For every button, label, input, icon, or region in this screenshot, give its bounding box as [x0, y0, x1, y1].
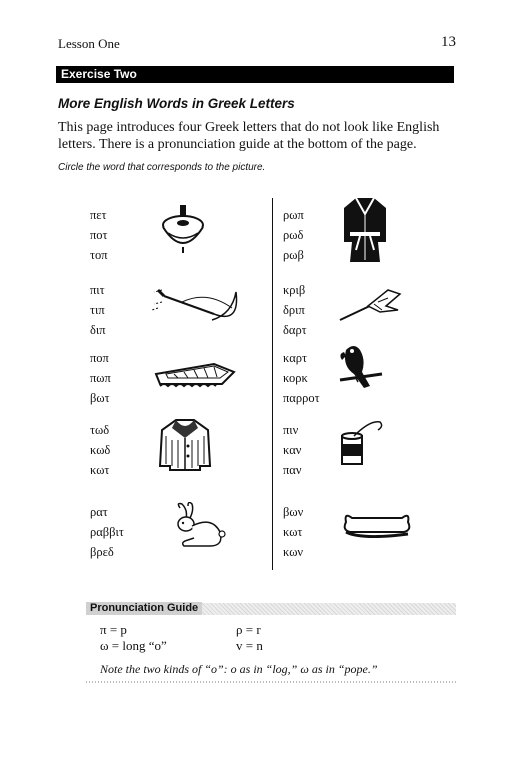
word-choice[interactable]: καν: [283, 443, 302, 457]
intro-paragraph: This page introduces four Greek letters that do not look like English letters. There is a pronunciation guide at the bottom of the page.: [58, 120, 440, 152]
pronunciation-rule: ω = long “o”: [100, 638, 167, 653]
bottom-divider: [86, 681, 456, 683]
exercise-title: Exercise Two: [56, 66, 454, 83]
word-choice[interactable]: κωτ: [283, 525, 303, 539]
pronunciation-rule: v = n: [236, 638, 263, 653]
instruction: Circle the word that corresponds to the picture.: [58, 162, 266, 173]
needle-thread-icon: [152, 284, 248, 328]
word-choice[interactable]: παρροτ: [283, 391, 320, 405]
word-choice[interactable]: πετ: [90, 208, 107, 222]
word-choice[interactable]: κωτ: [90, 463, 110, 477]
pronunciation-rule: π = p: [100, 622, 127, 637]
spinning-top-icon: [158, 203, 208, 255]
word-choice[interactable]: κορκ: [283, 371, 308, 385]
pronunciation-rule: ρ = r: [236, 622, 261, 637]
word-choice[interactable]: ρωπ: [283, 208, 304, 222]
word-choice[interactable]: τιπ: [90, 303, 105, 317]
word-choice[interactable]: δριπ: [283, 303, 305, 317]
word-choice[interactable]: πωπ: [90, 371, 111, 385]
word-choice[interactable]: τωδ: [90, 423, 110, 437]
word-choice[interactable]: ποτ: [90, 228, 108, 242]
pronunciation-title: Pronunciation Guide: [86, 602, 202, 615]
boat-icon: [154, 360, 236, 390]
pronunciation-note: Note the two kinds of “o”: o as in “log,” ω as in “pope.”: [100, 662, 378, 676]
parrot-icon: [336, 342, 386, 394]
word-choice[interactable]: κριβ: [283, 283, 306, 297]
word-choice[interactable]: ραββιτ: [90, 525, 124, 539]
rabbit-icon: [166, 502, 228, 550]
page-number: 13: [441, 34, 456, 50]
word-choice[interactable]: βων: [283, 505, 304, 519]
coat-icon: [158, 416, 212, 472]
word-choice[interactable]: διπ: [90, 323, 106, 337]
lesson-header: Lesson One: [58, 36, 120, 51]
subtitle: More English Words in Greek Letters: [58, 96, 295, 111]
bone-icon: [342, 510, 412, 540]
word-choice[interactable]: τοπ: [90, 248, 108, 262]
word-choice[interactable]: ποπ: [90, 351, 109, 365]
word-choice[interactable]: δαρτ: [283, 323, 307, 337]
word-choice[interactable]: καρτ: [283, 351, 307, 365]
word-choice[interactable]: ρατ: [90, 505, 108, 519]
word-choice[interactable]: βωτ: [90, 391, 110, 405]
word-choice[interactable]: κωδ: [90, 443, 111, 457]
dart-icon: [338, 288, 402, 324]
word-choice[interactable]: πιν: [283, 423, 299, 437]
word-choice[interactable]: ρωδ: [283, 228, 304, 242]
column-divider: [272, 198, 273, 570]
word-choice[interactable]: ρωβ: [283, 248, 304, 262]
can-icon: [340, 420, 386, 468]
word-choice[interactable]: παν: [283, 463, 302, 477]
robe-icon: [342, 196, 388, 264]
word-choice[interactable]: πιτ: [90, 283, 105, 297]
word-choice[interactable]: κων: [283, 545, 304, 559]
word-choice[interactable]: βρεδ: [90, 545, 114, 559]
